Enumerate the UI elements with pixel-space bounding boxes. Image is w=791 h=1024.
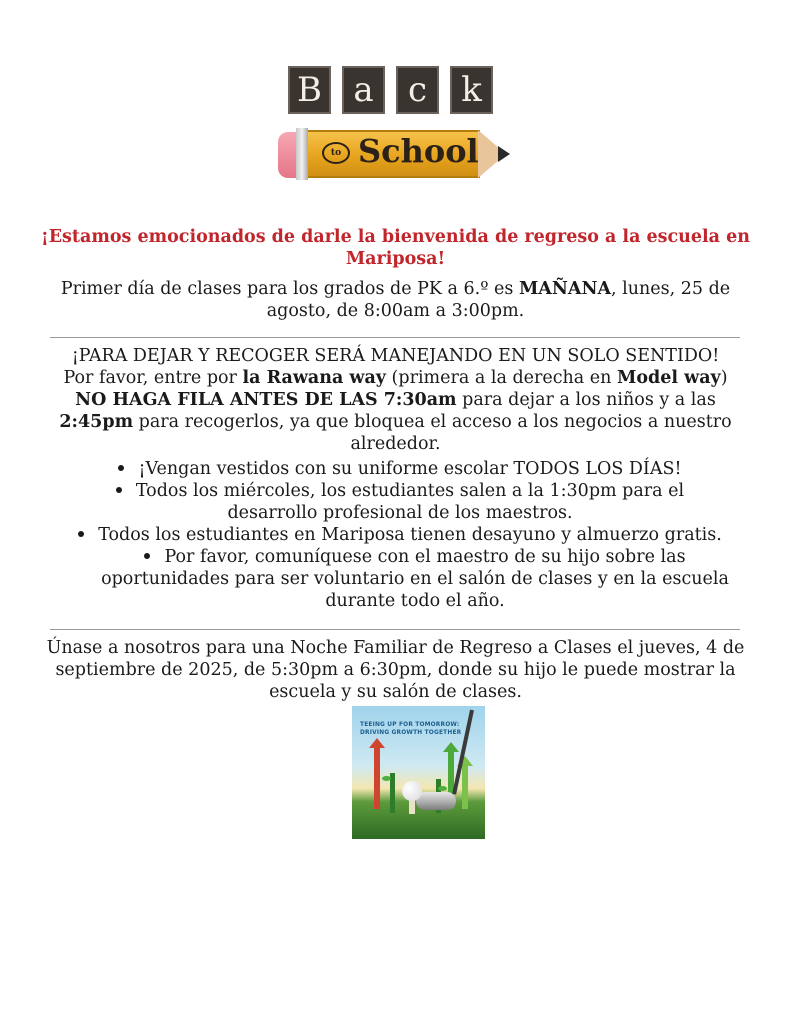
golf-poster-image (352, 706, 485, 839)
leaf-icon (438, 786, 447, 791)
list-item (50, 524, 750, 546)
traffic-entry-street-2: Model way (616, 368, 721, 388)
back-to-school-logo (276, 66, 518, 184)
traffic-queue-text: para dejar a los niños y a las (456, 390, 716, 410)
leaf-icon (382, 776, 391, 781)
traffic-queue-line (40, 389, 751, 455)
logo-word: School (358, 132, 479, 170)
first-day-notice (40, 278, 751, 322)
logo-letter-b: B (288, 66, 331, 114)
list-item-text: Todos los miércoles, los estudiantes salen a la 1:30pm para el desarrollo profesional de los maestros. (135, 481, 685, 523)
logo-connector: to (322, 142, 350, 164)
logo-letter-a: a (342, 66, 385, 114)
traffic-notice (40, 345, 751, 455)
bullet-icon (78, 531, 84, 537)
traffic-entry-line (40, 367, 751, 389)
golf-ball-icon (402, 781, 422, 801)
bullet-icon (118, 465, 124, 471)
golf-club-head-icon (416, 792, 456, 810)
poster-title (360, 720, 461, 736)
divider (50, 337, 740, 338)
welcome-headline: ¡Estamos emocionados de darle la bienvenida de regreso a la escuela en Mariposa! (41, 227, 750, 269)
divider (50, 629, 740, 630)
logo-letter-k: k (450, 66, 493, 114)
growth-arrow-icon (374, 747, 380, 809)
growth-arrow-icon (462, 765, 468, 809)
first-day-bold: MAÑANA (518, 279, 612, 299)
list-item (50, 480, 750, 524)
list-item-text: Todos los estudiantes en Mariposa tienen desayuno y almuerzo gratis. (98, 525, 722, 545)
pencil-band-icon (296, 128, 308, 180)
traffic-queue-time: 2:45pm (59, 412, 134, 432)
traffic-entry-text-2: (primera a la derecha en (385, 368, 617, 388)
list-item (50, 458, 750, 480)
announcement-list (50, 458, 750, 612)
traffic-heading: ¡PARA DEJAR Y RECOGER SERÁ MANEJANDO EN UN SOLO SENTIDO! (71, 346, 720, 366)
golf-tee-icon (409, 800, 415, 814)
bullet-icon (144, 553, 150, 559)
list-item (50, 546, 750, 612)
poster-title-line-2: DRIVING GROWTH TOGETHER (360, 728, 462, 736)
traffic-entry-text: Por favor, entre por (63, 368, 243, 388)
poster-title-line-1: TEEING UP FOR TOMORROW: (360, 720, 460, 728)
first-day-text-before: Primer día de clases para los grados de PK a 6.º es (60, 279, 519, 299)
traffic-queue-text-2: para recogerlos, ya que bloquea el acceso a los negocios a nuestro alrededor. (133, 412, 732, 454)
bullet-icon (116, 487, 122, 493)
family-night-notice: Únase a nosotros para una Noche Familiar de Regreso a Clases el jueves, 4 de septiembre de 2025, de 5:30pm a 6:30pm, donde su hijo le puede mostrar la escuela y su salón de clases. (46, 638, 745, 702)
list-item-text: ¡Vengan vestidos con su uniforme escolar TODOS LOS DÍAS! (138, 459, 682, 479)
traffic-entry-text-3: ) (720, 368, 728, 388)
traffic-queue-bold: NO HAGA FILA ANTES DE LAS 7:30am (75, 390, 457, 410)
pencil-lead-icon (498, 146, 510, 162)
logo-letter-c: c (396, 66, 439, 114)
first-day-text-after: , lunes, 25 de agosto, de 8:00am a 3:00pm. (266, 279, 731, 321)
traffic-entry-street: la Rawana way (242, 368, 386, 388)
pencil-eraser-icon (278, 132, 298, 178)
list-item-text: Por favor, comuníquese con el maestro de su hijo sobre las oportunidades para ser voluntario en el salón de clases y en la escuela durante todo el año. (101, 547, 729, 611)
